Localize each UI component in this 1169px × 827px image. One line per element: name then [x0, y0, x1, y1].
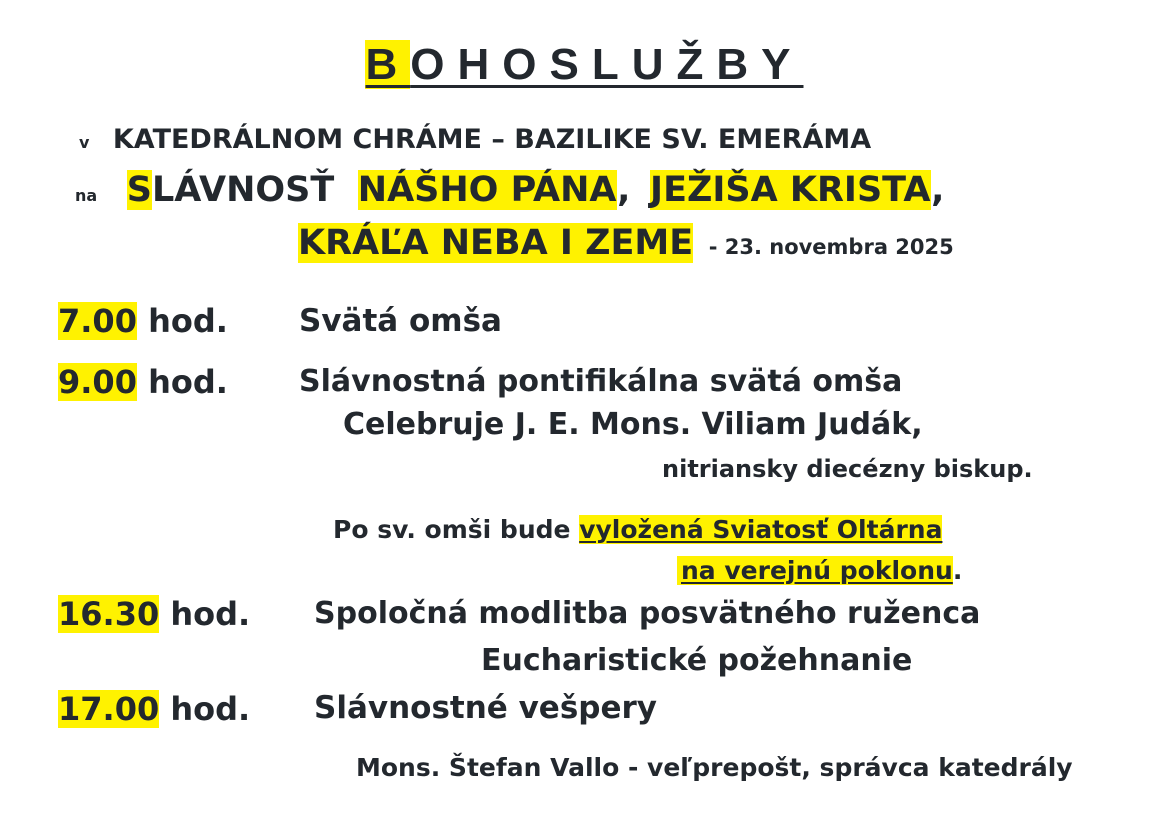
feast-kralja: KRÁĽA NEBA I ZEME	[298, 223, 694, 263]
hour-unit: hod.	[170, 690, 251, 728]
blessing-line: Eucharistické požehnanie	[481, 643, 913, 678]
comma: ,	[617, 170, 631, 210]
schedule-row-2	[58, 363, 228, 401]
slavnost-word: LÁVNOSŤ	[151, 170, 335, 210]
event-title: Slávnostná pontifikálna svätá omša	[299, 364, 903, 399]
notice-highlight-1: vyložená Sviatosť Oltárna	[579, 515, 943, 544]
notice-prefix: Po sv. omši bude	[333, 515, 571, 544]
adoration-notice-line-2	[677, 556, 962, 585]
title-initial: B	[365, 40, 411, 89]
hour-unit: hod.	[148, 302, 228, 340]
adoration-notice	[333, 515, 942, 544]
subtitle-prefix-na: na	[75, 186, 98, 205]
comma: ,	[931, 170, 945, 210]
title-rest: OHOSLUŽBY	[410, 40, 804, 89]
event-title: Spoločná modlitba posvätného ruženca	[314, 596, 981, 631]
notice-suffix: .	[952, 556, 963, 585]
hour-unit: hod.	[170, 595, 251, 633]
feast-nasho-pana: NÁŠHO PÁNA	[357, 170, 618, 210]
feast-date: - 23. novembra 2025	[708, 235, 954, 259]
time-label: 7.00	[58, 302, 137, 340]
schedule-row-1	[58, 302, 228, 340]
feast-jezisa-krista: JEŽIŠA KRISTA	[650, 170, 932, 210]
subtitle-prefix-v: v	[79, 133, 90, 152]
time-label: 16.30	[58, 595, 160, 633]
subtitle-line-3	[298, 223, 954, 263]
slavnost-initial: S	[126, 170, 152, 210]
subtitle-line-2	[75, 170, 944, 210]
event-title: Svätá omša	[299, 303, 502, 339]
page-title	[0, 40, 1169, 90]
hour-unit: hod.	[148, 363, 228, 401]
signature: Mons. Štefan Vallo - veľprepošt, správca katedrály	[356, 753, 1073, 782]
notice-highlight-2: na verejnú poklonu	[677, 556, 953, 585]
celebrant-line: Celebruje J. E. Mons. Viliam Judák,	[343, 407, 923, 442]
schedule-row-3	[58, 595, 250, 633]
schedule-row-4	[58, 690, 250, 728]
celebrant-title: nitriansky diecézny biskup.	[662, 455, 1033, 483]
church-name: KATEDRÁLNOM CHRÁME – BAZILIKE SV. EMERÁMA	[112, 124, 872, 155]
subtitle-line-1	[79, 124, 871, 155]
time-label: 9.00	[58, 363, 137, 401]
event-title: Slávnostné vešpery	[314, 690, 657, 726]
time-label: 17.00	[58, 690, 160, 728]
